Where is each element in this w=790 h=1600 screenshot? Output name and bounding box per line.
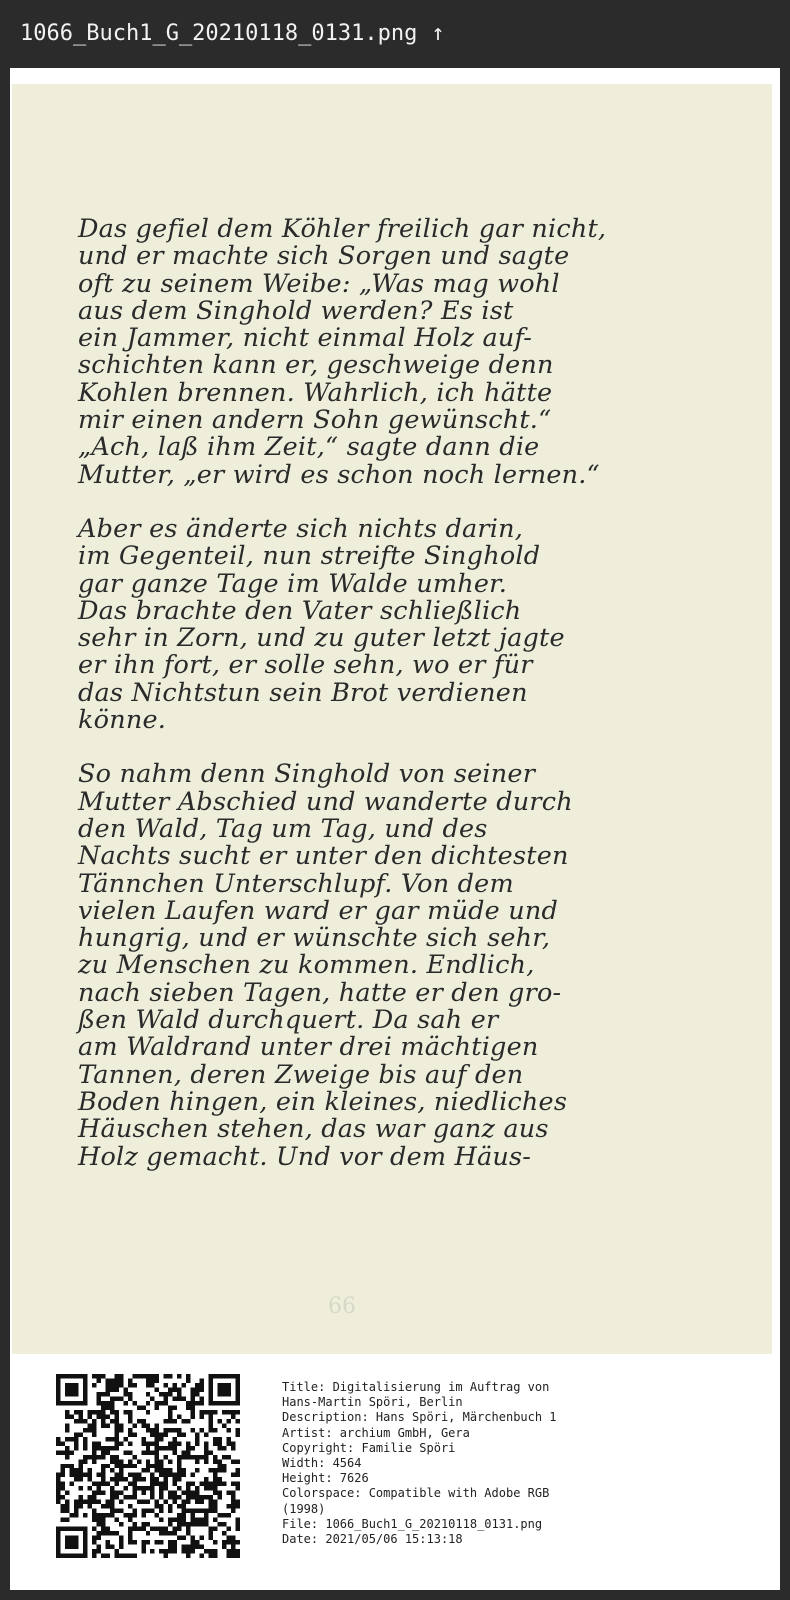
text-line: Häuschen stehen, das war ganz aus [78, 1114, 549, 1145]
text-line: Mutter Abschied und wanderte durch [78, 786, 573, 817]
text-line: Das brachte den Vater schließlich [78, 595, 522, 626]
text-line: den Wald, Tag um Tag, und des [78, 813, 488, 844]
text-line: aus dem Singhold werden? Es ist [78, 295, 514, 326]
page-number: 66 [328, 1294, 356, 1319]
text-line: Boden hingen, ein kleines, niedliches [78, 1086, 568, 1117]
metadata-line: (1998) [282, 1501, 326, 1516]
metadata-line: Description: Hans Spöri, Märchenbuch 1 [282, 1410, 557, 1425]
text-line: mir einen andern Sohn gewünscht.“ [78, 405, 552, 436]
metadata-line: File: 1066_Buch1_G_20210118_0131.png [282, 1516, 543, 1531]
metadata-text [282, 1380, 762, 1547]
text-line: und er machte sich Sorgen und sagte [78, 241, 570, 272]
scanned-page [12, 84, 772, 1354]
text-line: oft zu seinem Weibe: „Was mag wohl [78, 268, 560, 299]
metadata-line: Artist: archium GmbH, Gera [282, 1425, 470, 1440]
text-line: vielen Laufen ward er gar müde und [78, 895, 558, 926]
text-line: am Waldrand unter drei mächtigen [78, 1032, 539, 1063]
metadata-line: Copyright: Familie Spöri [282, 1440, 456, 1455]
text-line: gar ganze Tage im Walde umher. [78, 568, 508, 599]
page-text [78, 216, 718, 1198]
up-arrow-icon[interactable]: ↑ [431, 20, 445, 46]
text-line: ßen Wald durchquert. Da sah er [78, 1005, 499, 1036]
text-line: So nahm denn Singhold von seiner [78, 759, 536, 790]
text-line: „Ach, laß ihm Zeit,“ sagte dann die [78, 432, 540, 463]
metadata-line: Date: 2021/05/06 15:13:18 [282, 1532, 463, 1547]
text-line: Aber es änderte sich nichts darin, [78, 513, 524, 544]
text-line: Mutter, „er wird es schon noch lernen.“ [78, 459, 600, 490]
title-bar [0, 0, 790, 66]
text-line: Das gefiel dem Köhler freilich gar nicht, [78, 214, 607, 244]
text-line: Holz gemacht. Und vor dem Häus- [78, 1141, 532, 1172]
text-line: er ihn fort, er solle sehn, wo er für [78, 650, 533, 681]
metadata-line: Height: 7626 [282, 1471, 369, 1486]
text-line: sehr in Zorn, und zu guter letzt jagte [78, 623, 565, 654]
paragraph [78, 513, 718, 736]
metadata-line: Title: Digitalisierung im Auftrag von [282, 1380, 550, 1394]
text-line: könne. [78, 705, 167, 736]
file-name: 1066_Buch1_G_20210118_0131.png [20, 20, 418, 46]
text-line: Tännchen Unterschlupf. Von dem [78, 868, 514, 899]
text-line: das Nichtstun sein Brot verdienen [78, 677, 528, 708]
text-line: Tannen, deren Zweige bis auf den [78, 1059, 524, 1090]
paragraph [78, 216, 718, 489]
qr-code-icon [56, 1374, 240, 1558]
text-line: im Gegenteil, nun streifte Singhold [78, 541, 541, 572]
metadata-line: Hans-Martin Spöri, Berlin [282, 1395, 463, 1410]
text-line: zu Menschen zu kommen. Endlich, [78, 950, 535, 981]
paragraph [78, 761, 718, 1170]
text-line: Kohlen brennen. Wahrlich, ich hätte [78, 377, 553, 408]
text-line: Nachts sucht er unter den dichtesten [78, 841, 569, 872]
text-line: nach sieben Tagen, hatte er den gro- [78, 977, 562, 1008]
text-line: hungrig, und er wünschte sich sehr, [78, 923, 551, 954]
metadata-line: Width: 4564 [282, 1456, 362, 1471]
text-line: ein Jammer, nicht einmal Holz auf- [78, 323, 533, 354]
metadata-panel [12, 1354, 772, 1584]
text-line: schichten kann er, geschweige denn [78, 350, 554, 381]
metadata-line: Colorspace: Compatible with Adobe RGB [282, 1486, 550, 1501]
